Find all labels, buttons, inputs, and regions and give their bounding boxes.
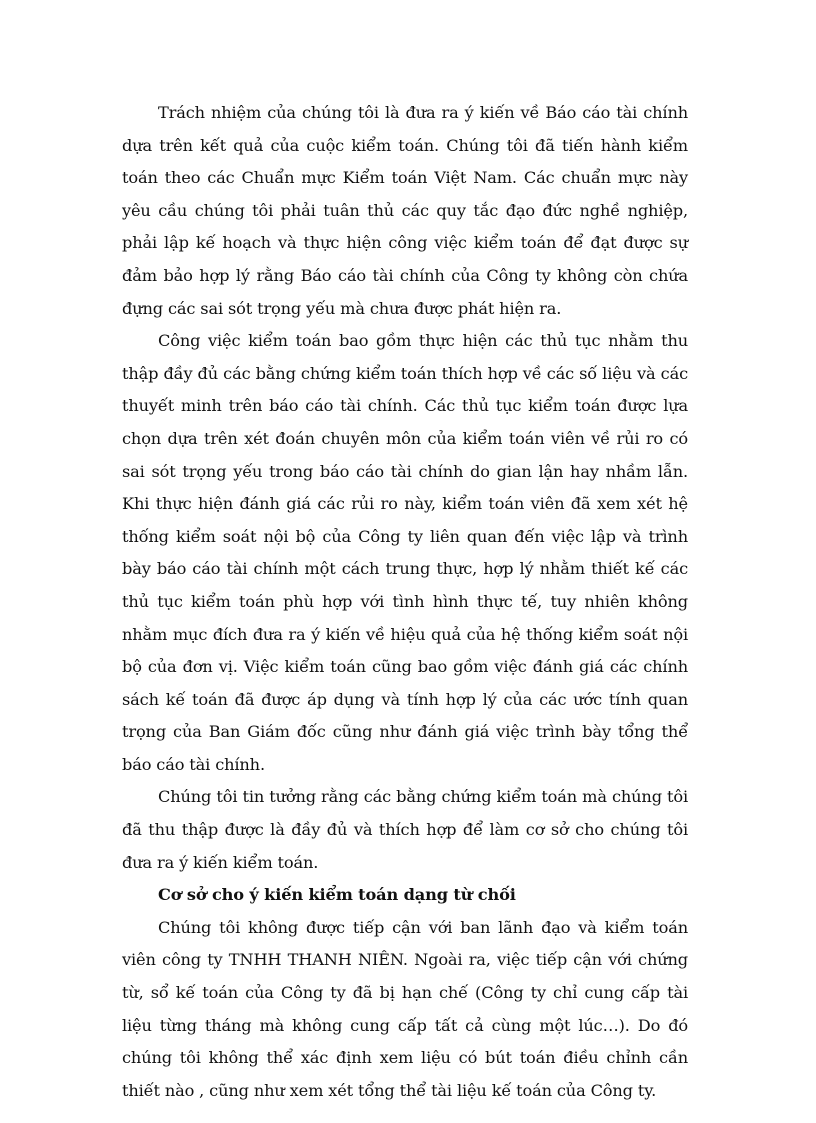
- section-heading-disclaimer-basis: Cơ sở cho ý kiến kiểm toán dạng từ chối: [158, 885, 516, 905]
- paragraph-audit-responsibility: Trách nhiệm của chúng tôi là đưa ra ý kiến về Báo cáo tài chính dựa trên kết quả của cuộc kiểm toán. Chúng tôi đã tiến hành kiểm toán theo các Chuẩn mực Kiểm toán Việt Nam. Các chuẩn mực này yêu cầu chúng tôi phải tuân thủ các quy tắc đạo đức nghề nghiệp, phải lập kế hoạch và thực hiện công việc kiểm toán để đạt được sự đảm bảo hợp lý rằng Báo cáo tài chính của Công ty không còn chứa đựng các sai sót trọng yếu mà chưa được phát hiện ra.: [122, 103, 688, 318]
- paragraph-audit-evidence: Chúng tôi tin tưởng rằng các bằng chứng kiểm toán mà chúng tôi đã thu thập được là đầy đủ và thích hợp để làm cơ sở cho chúng tôi đưa ra ý kiến kiểm toán.: [122, 787, 688, 872]
- paragraph-disclaimer-basis: Chúng tôi không được tiếp cận với ban lãnh đạo và kiểm toán viên công ty TNHH THANH NIÊN. Ngoài ra, việc tiếp cận với chứng từ, sổ kế toán của Công ty đã bị hạn chế (Công ty chỉ cung cấp tài liệu từng tháng mà không cung cấp tất cả cùng một lúc…). Do đó chúng tôi không thể xác định xem liệu có bút toán điều chỉnh cần thiết nào , cũng như xem xét tổng thể tài liệu kế toán của Công ty.: [122, 917, 688, 1100]
- paragraph-audit-procedures: Công việc kiểm toán bao gồm thực hiện các thủ tục nhằm thu thập đầy đủ các bằng chứng kiểm toán thích hợp về các số liệu và các thuyết minh trên báo cáo tài chính. Các thủ tục kiểm toán được lựa chọn dựa trên xét đoán chuyên môn của kiểm toán viên về rủi ro có sai sót trọng yếu trong báo cáo tài chính do gian lận hay nhầm lẫn. Khi thực hiện đánh giá các rủi ro này, kiểm toán viên đã xem xét hệ thống kiểm soát nội bộ của Công ty liên quan đến việc lập và trình bày báo cáo tài chính một cách trung thực, hợp lý nhằm thiết kế các thủ tục kiểm toán phù hợp với tình hình thực tế, tuy nhiên không nhằm mục đích đưa ra ý kiến về hiệu quả của hệ thống kiểm soát nội bộ của đơn vị. Việc kiểm toán cũng bao gồm việc đánh giá các chính sách kế toán đã được áp dụng và tính hợp lý của các ước tính quan trọng của Ban Giám đốc cũng như đánh giá việc trình bày tổng thể báo cáo tài chính.: [122, 331, 688, 774]
